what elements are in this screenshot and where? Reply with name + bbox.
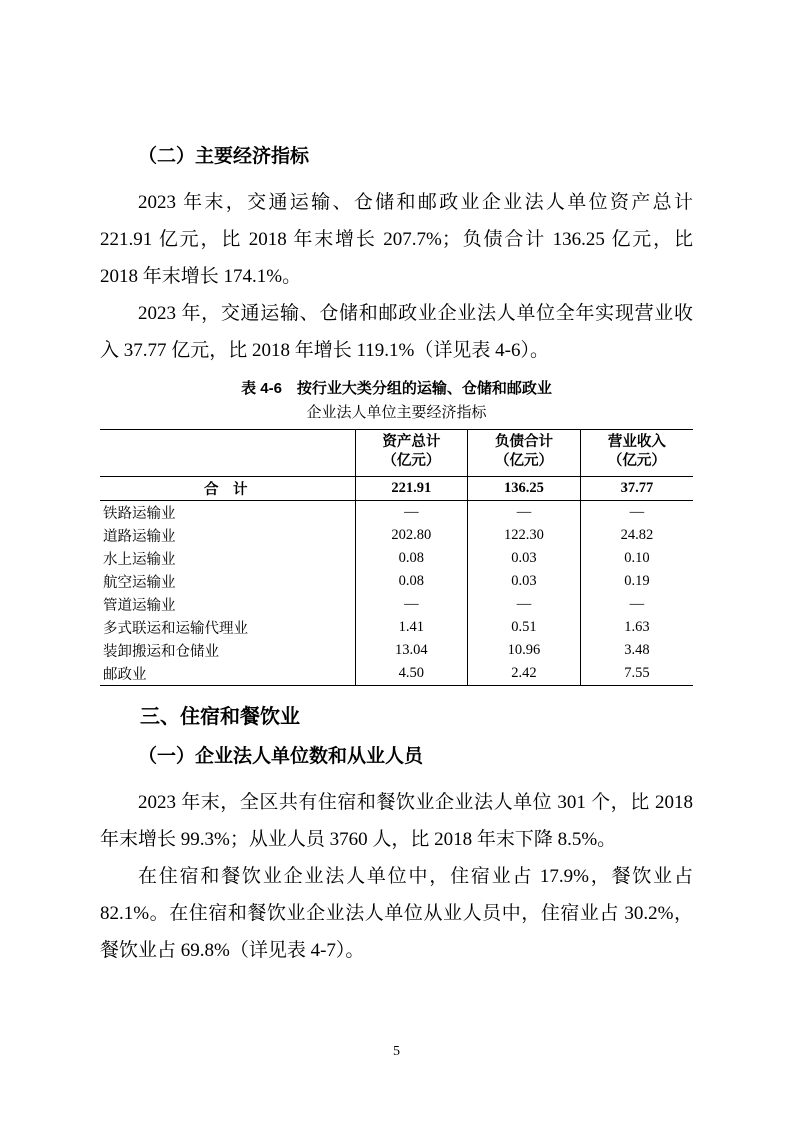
- table-header-empty: [100, 430, 355, 477]
- cell-assets: 0.08: [355, 570, 468, 593]
- cell-revenue: 3.48: [624, 642, 650, 658]
- page-number: 5: [393, 1044, 400, 1059]
- row-label: 航空运输业: [100, 570, 355, 593]
- header-line1: 营业收入: [607, 434, 666, 450]
- cell-assets: 202.80: [355, 524, 468, 547]
- paragraph-share-breakdown: 在住宿和餐饮业企业法人单位中，住宿业占 17.9%，餐饮业占 82.1%。在住宿和餐饮业企业法人单位从业人员中，住宿业占 30.2%，餐饮业占 69.8%（详见表 4-7）。: [100, 866, 693, 961]
- table-row: [100, 501, 693, 525]
- cell-revenue: 1.63: [624, 619, 650, 635]
- cell-liabilities: 0.03: [468, 570, 581, 593]
- cell-assets: 221.91: [355, 477, 468, 501]
- subsection-heading-units-employees: （一）企业法人单位数和从业人员: [138, 746, 424, 767]
- section-heading-accommodation-catering: 三、住宿和餐饮业: [140, 706, 300, 728]
- cell-liabilities: 0.51: [468, 616, 581, 639]
- table-row-total: [100, 477, 693, 501]
- row-label: 装卸搬运和仓储业: [100, 639, 355, 662]
- cell-revenue: —: [629, 504, 645, 520]
- row-label: 邮政业: [100, 662, 355, 686]
- economic-indicators-table: [100, 429, 693, 686]
- paragraph-units-employees: 2023 年末，全区共有住宿和餐饮业企业法人单位 301 个，比 2018 年末增长 99.3%；从业人员 3760 人，比 2018 年末下降 8.5%。: [100, 792, 693, 850]
- section-heading-economic-indicators: （二）主要经济指标: [138, 146, 310, 167]
- cell-liabilities: 136.25: [468, 477, 581, 501]
- header-line2: （亿元）: [607, 453, 666, 469]
- cell-liabilities: 122.30: [468, 524, 581, 547]
- table-row: [100, 662, 693, 686]
- row-label: 道路运输业: [100, 524, 355, 547]
- cell-assets: —: [355, 501, 468, 525]
- header-line1: 负债合计: [494, 434, 553, 450]
- cell-liabilities: 2.42: [468, 662, 581, 686]
- header-line2: （亿元）: [494, 453, 553, 469]
- row-label: 铁路运输业: [100, 501, 355, 525]
- table-row: [100, 616, 693, 639]
- cell-liabilities: —: [468, 593, 581, 616]
- table-header-row: [100, 430, 693, 477]
- cell-assets: 1.41: [355, 616, 468, 639]
- row-label: 水上运输业: [100, 547, 355, 570]
- row-label: 管道运输业: [100, 593, 355, 616]
- table-caption-line1: 表 4-6 按行业大类分组的运输、仓储和邮政业: [241, 380, 552, 397]
- cell-revenue: 0.10: [624, 550, 650, 566]
- cell-revenue: 24.82: [620, 527, 654, 543]
- table-row: [100, 570, 693, 593]
- cell-revenue: 37.77: [580, 477, 693, 501]
- cell-liabilities: —: [468, 501, 581, 525]
- paragraph-assets-liabilities: 2023 年末，交通运输、仓储和邮政业企业法人单位资产总计 221.91 亿元，比 2018 年末增长 207.7%；负债合计 136.25 亿元，比 2018 年末增长 174.1%。: [100, 192, 693, 287]
- table-caption-line2: 企业法人单位主要经济指标: [306, 405, 487, 421]
- cell-assets: —: [355, 593, 468, 616]
- paragraph-revenue: 2023 年，交通运输、仓储和邮政业企业法人单位全年实现营业收入 37.77 亿元，比 2018 年增长 119.1%（详见表 4-6）。: [100, 303, 693, 361]
- header-line1: 资产总计: [382, 434, 441, 450]
- table-row: [100, 639, 693, 662]
- table-row: [100, 524, 693, 547]
- cell-assets: 0.08: [355, 547, 468, 570]
- table-header-assets: [355, 430, 468, 477]
- cell-liabilities: 0.03: [468, 547, 581, 570]
- header-line2: （亿元）: [382, 453, 441, 469]
- cell-revenue: 0.19: [624, 573, 650, 589]
- cell-revenue: —: [629, 596, 645, 612]
- cell-assets: 4.50: [355, 662, 468, 686]
- cell-assets: 13.04: [355, 639, 468, 662]
- row-label: 合 计: [100, 477, 355, 501]
- table-header-liabilities: [468, 430, 581, 477]
- table-header-revenue: [580, 430, 693, 477]
- table-row: [100, 547, 693, 570]
- cell-liabilities: 10.96: [468, 639, 581, 662]
- table-row: [100, 593, 693, 616]
- cell-revenue: 7.55: [580, 662, 693, 686]
- table-caption: [100, 377, 693, 425]
- row-label: 多式联运和运输代理业: [100, 616, 355, 639]
